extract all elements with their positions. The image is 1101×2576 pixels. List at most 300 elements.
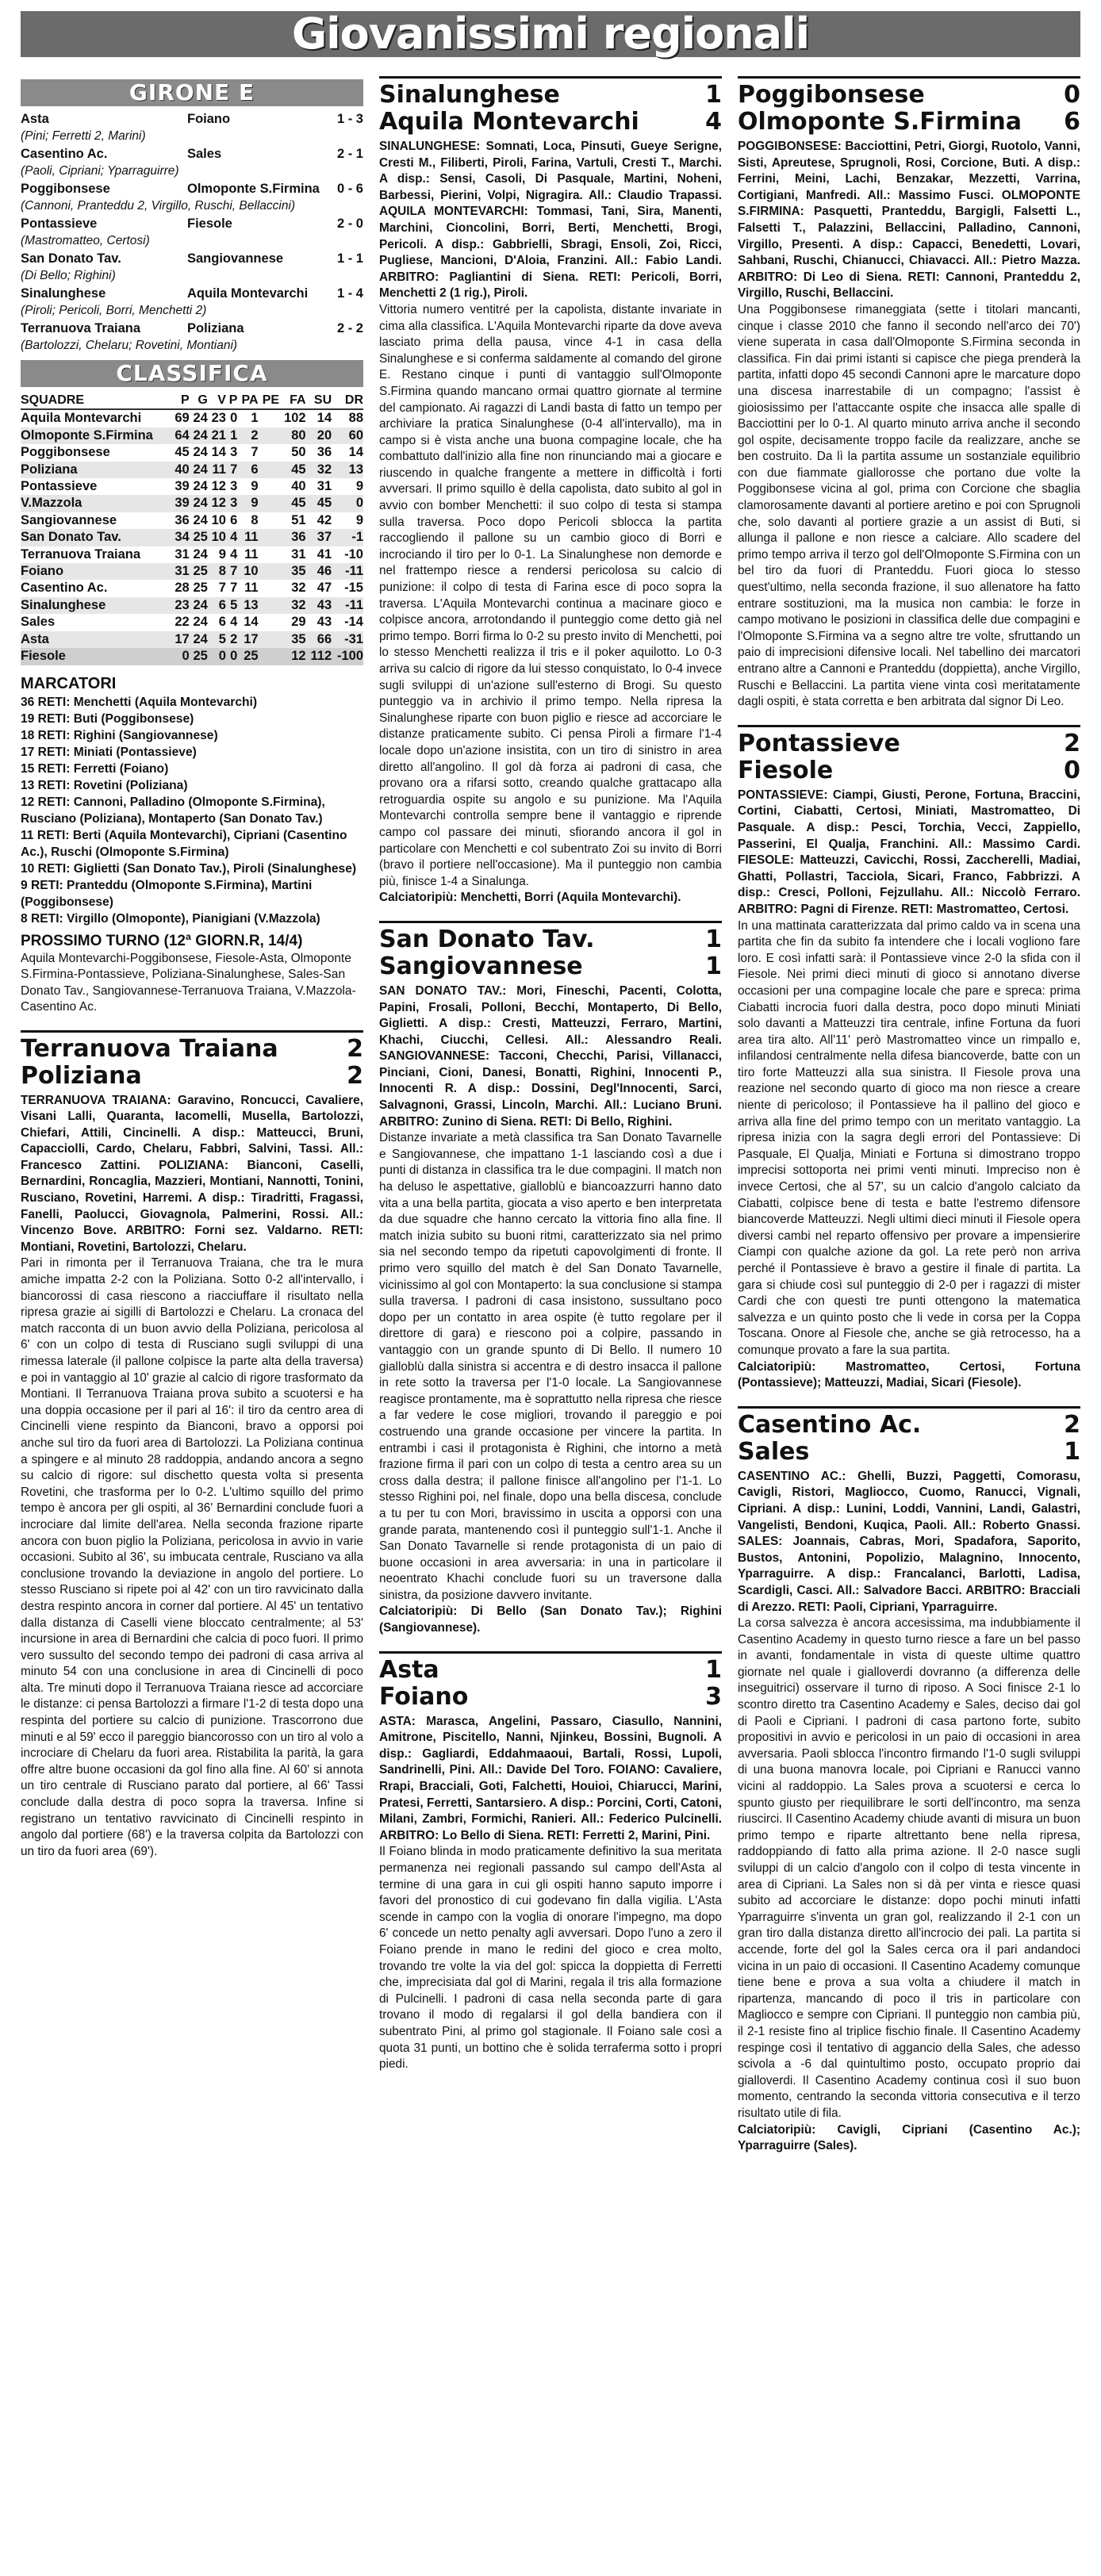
lineups: CASENTINO AC.: Ghelli, Buzzi, Paggetti, Comorasu, Cavigli, Ristori, Magliocco, Cuomo, Ranucci, Vignali, Cipriani. A disp.: Lunini, Loddi, Vannini, Landi, Galastri, Vangelisti, Bendoni, Kuqica, Paoli. All.: Roberto Gnassi. SALES: Joannais, Cabras, Mori, Spadafora, Saporito, Bustos, Antonini, Popolizio, Malagnino, Innocento, Yparraguirre. A disp.: Francalanci, Barlotti, Ladisa, Scardigli, Casci. All.: Salvadore Bacci. ARBITRO: Bracciali di Arezzo. RETI: Paoli, Cipriani, Yparraguirre.	[738, 1469, 1080, 1614]
match-score: 2 - 2	[336, 321, 363, 335]
standings-col-header: P	[171, 392, 190, 409]
standings-cell: 60	[332, 427, 363, 444]
standings-row	[21, 546, 363, 563]
home-line	[21, 1036, 363, 1063]
away-team: Olmoponte S.Firmina	[738, 108, 1022, 136]
standings-row	[21, 614, 363, 631]
standings-cell: 24	[193, 546, 208, 562]
article-header	[379, 921, 722, 980]
home-team: Casentino Ac.	[21, 147, 108, 161]
team-name: Pontassieve	[21, 479, 98, 494]
standings-cell: 17	[171, 631, 190, 648]
standings-cell: 0	[171, 648, 190, 665]
standings-cell: 24	[193, 512, 208, 527]
away-team: Poliziana	[187, 321, 244, 335]
home-score: 1	[705, 81, 722, 109]
standings-cell: 24	[190, 462, 208, 478]
article-text: La corsa salvezza è ancora accesissima, ma indubbiamente il Casentino Academy in questo turno riesce a fare un bel passo in avanti, fondamentale in vista di queste ultime quattro giornate nel quale i gialloverdi dovranno (a differenza delle inseguitrici) osservare il turno di riposo. A Soci finisce 2-1 lo scontro diretto tra Casentino Academy e Sales, deciso dai gol di Paoli e Cipriani. I padroni di casa partono forte, subito propositivi in avvio e pericolosi in un paio di occasioni in area avversaria. Paoli sblocca l'incontro firmando l'1-0 sugli sviluppi di una buona manovra locale, poi Cipriani e Ranucci vanno vicini al raddoppio. La Sales prova a scuotersi e cerca lo spunto giusto per riequilibrare le sorti dell'incontro, ma senza riuscirci. Il Casentino Academy chiude avanti di misura un buon primo tempo e riparte altrettanto bene nella ripresa, raddoppiando di fatto alla prima azione. Il 2-0 nasce sugli sviluppi di un calcio d'angolo con il colpo di testa vincente in area di Cipriani. La Sales non si dà per vinta e riesce quasi subito ad accorciare le distanze: dopo pochi minuti infatti Yparraguirre s'inventa un gran gol, realizzando il 2-1 con un gran tiro dalla distanza diretto all'incrocio dei pali. La partita si accende, forte del gol la Sales cerca ora il pari andandoci vicina in un paio di occasioni. Il Casentino Academy comunque tiene bene e prova a sua volta a chiudere il match in ripartenza, mancando di poco il tris in particolare con Magliocco e sempre con Cipriani. Il punteggio non cambia più, il 2-1 resiste fino al triplice fischio finale. Il Casentino Academy respinge così il tentativo di aggancio della Sales, che adesso scivola a -6 dal quintultimo posto, occupato proprio dai gialloverdi. Il Casentino Academy continua così il suo buon momento, centrando la seconda vittoria consecutiva e il terzo risultato utile di fila.	[738, 1616, 1080, 2120]
match-scorers: (Bartolozzi, Chelaru; Rovetini, Montiani)	[21, 339, 238, 352]
home-team: Poggibonsese	[738, 81, 925, 109]
lineups: ASTA: Marasca, Angelini, Passaro, Ciasullo, Nannini, Amitrone, Piscitello, Nanni, Njinkeu, Bossini, Bugnoli. A disp.: Gagliardi, Eddahmaaoui, Bartali, Rossi, Lupoli, Sandrinelli, Pini. All.: Davide Del Toro. FOIANO: Cavaliere, Rrapi, Bracciali, Goti, Falchetti, Houioi, Chiarucci, Marini, Pratesi, Ferretti, Santarsiero. A disp.: Porcini, Corti, Catoni, Milani, Zambri, Formichi, Ranieri. All.: Federico Pulcinelli. ARBITRO: Lo Bello di Siena. RETI: Ferretti 2, Marini, Pini.	[379, 1714, 722, 1842]
match-score: 2 - 0	[336, 217, 363, 231]
article-body	[379, 139, 722, 907]
standings-cell	[259, 427, 280, 444]
lineups: SAN DONATO TAV.: Mori, Fineschi, Pacenti, Colotta, Papini, Frosali, Polloni, Becchi, Montaperto, Di Bello, Giglietti. A disp.: Cresti, Matteuzzi, Ferraro, Martini, Khachi, Ciucchi, Cellesi. All.: Alessandro Reali. SANGIOVANNESE: Tacconi, Checchi, Parisi, Villanacci, Pinciani, Cioni, Danesi, Bonatti, Righini, Innocenti P., Innocenti R. A disp.: Dossini, Degl'Innocenti, Sarci, Salvagnoni, Grassi, Lincoln, Marchi. All.: Luciano Bruni. ARBITRO: Zunino di Siena. RETI: Di Bello, Righini.	[379, 983, 722, 1129]
article-header	[738, 76, 1080, 136]
home-team: Asta	[21, 112, 49, 126]
team-name: Poliziana	[21, 462, 171, 478]
home-team: San Donato Tav.	[379, 925, 595, 953]
standings-cell: -14	[344, 615, 363, 630]
article-body	[738, 1469, 1080, 2155]
article-text: In una mattinata caratterizzata dal primo caldo va in scena una partita che fin da subito fa intendere che i locali vogliono fare loro. E così infatti sarà: il Pontassieve vince 2-0 la sfida con il Fiesole. Nei primi dieci minuti di gioco si annotano diverse occasioni per una compagine locale che pare e spreca: prima Ciabatti incrocia fuori dalla destra, poco dopo minuti Miniati solo davanti a Matteuzzi tira centrale, infine Fortuna da fuori area tira alto. All'11' però Mastromatteo vince un rimpallo e, infilandosi centralmente nella difesa biancoverde, batte con un tiro forte Matteuzzi alla sua sinistra. Il Fiesole prova una reazione nel secondo quarto di gioco ma non riesce a creare niente di pericoloso; il Pontassieve ha il pallino del gioco e arriva alla fine del primo tempo con un meritato vantaggio. La ripresa inizia con la sagra degli errori del Pontassieve: Di Pasquale, El Qualja, Miniati e Fortuna si dimostrano troppo imprecisi sottoporta nei primi venti minuti. Impreciso non è invece Certosi, che al 57', su un calcio d'angolo calciato da Ciabatti, colpisce bene di testa e batte l'estremo difensore biancoverde Matteuzzi. Negli ultimi dieci minuti il Fiesole opera diversi cambi nel reparto offensivo per provare a impensierire Ciampi con qualche azione da gol. La rete però non arriva perché il Pontassieve è bravo a gestire il finale di partita. La gara si chiude così sul punteggio di 2-0 per i ragazzi di mister Cardi che con questi tre punti ottengono la matematica salvezza e un quinto posto che li vede in corsa per la Coppa Toscana. Onore al Fiesole che, anche se già retrocesso, ha a comunque provato a fare la sua partita.	[738, 918, 1080, 1357]
match-result	[21, 146, 363, 179]
standings-cell: 35	[279, 631, 306, 648]
standings-cell: 3	[230, 479, 238, 494]
standings-cell: 7	[218, 581, 226, 596]
standings-cell: 102	[284, 411, 306, 426]
standings-cell: 23	[211, 411, 226, 426]
standings-cell: 69	[175, 411, 190, 426]
match-row	[21, 146, 363, 163]
standings-cell	[259, 631, 280, 648]
standings-header	[21, 392, 363, 409]
standings-cell: 47	[316, 581, 332, 596]
standings-cell	[259, 546, 280, 563]
standings-cell: 9	[355, 479, 363, 494]
standings-cell: 4	[230, 615, 238, 630]
standings-cell: 9	[355, 512, 363, 527]
scorer-line: 13 RETI: Rovetini (Poliziana)	[21, 778, 188, 792]
scorer-line: 11 RETI: Berti (Aquila Montevarchi), Cipriani (Casentino Ac.), Ruschi (Olmoponte S.Firmina)	[21, 828, 347, 859]
standings-cell: 50	[291, 445, 306, 460]
standings-cell: 0	[226, 648, 237, 665]
home-team: Terranuova Traiana	[21, 1034, 278, 1063]
standings-cell: 14	[211, 445, 226, 460]
match-result	[21, 111, 363, 144]
standings-cell: 35	[279, 563, 306, 580]
match-row	[21, 320, 363, 337]
home-line	[379, 1657, 722, 1684]
standings-cell: 9	[237, 495, 258, 512]
standings-cell: 39	[171, 495, 190, 512]
article-sandonato	[379, 921, 722, 1637]
standings-cell: 45	[279, 495, 306, 512]
standings-cell: 7	[230, 581, 238, 596]
standings-row	[21, 427, 363, 444]
standings-cell: 66	[306, 631, 332, 648]
team-name: Fiesole	[21, 648, 171, 665]
article-text: Il Foiano blinda in modo praticamente definitivo la sua meritata permanenza nei regionali passando sul campo dell'Asta al termine di una gara in cui gli ospiti hanno saputo imporre i favori del pronostico di cui godevano fin dalla vigilia. L'Asta scende in campo con la voglia di onorare l'impegno, ma dopo 6' concede un netto penalty agli avversari. Dopo l'uno a zero il Foiano prende in mano le redini del gioco e crea molto, trovando tre volte la via del gol: spicca la doppietta di Ferretti che, imprecisiata dal gol di Marini, regala il tris alla formazione di Pulcinelli. I padroni di casa nella seconda parte di gara trovano il modo di regalarsi il gol della bandiera con il subentrato Pini, al primo gol stagionale. Il Foiano sale così a quota 31 punti, un bottino che è solida terraferma sotto i propri piedi.	[379, 1845, 722, 2072]
standings-cell: 88	[348, 411, 363, 426]
standings-cell	[259, 648, 280, 665]
standings-cell: 6	[237, 462, 258, 478]
standings-cell: 43	[316, 615, 332, 630]
standings-cell: 31	[316, 479, 332, 494]
girone-band	[21, 79, 363, 106]
standings-cell: 45	[175, 445, 190, 460]
match-row	[21, 111, 363, 128]
standings-cell: 3	[230, 445, 238, 460]
best-players: Calciatoripiù: Mastromatteo, Certosi, Fortuna (Pontassieve); Matteuzzi, Madiai, Sicari (Fiesole).	[738, 1359, 1080, 1390]
standings-cell: 12	[279, 648, 306, 665]
standings-table	[21, 392, 363, 665]
standings-col-header: SU	[306, 392, 332, 409]
standings-cell: -31	[332, 631, 363, 648]
standings-col-header: V	[208, 392, 226, 409]
away-score: 3	[705, 1682, 722, 1711]
standings-cell: 45	[279, 462, 306, 478]
standings-col-header: PE	[259, 392, 280, 409]
standings-cell: 36	[279, 529, 306, 546]
scorer-line: 12 RETI: Cannoni, Palladino (Olmoponte S.Firmina), Rusciano (Poliziana), Montaperto (San Donato Tav.)	[21, 795, 325, 826]
next-round-title: PROSSIMO TURNO (12ª GIORN.R, 14/4)	[21, 932, 303, 949]
standings-cell: -11	[332, 563, 363, 580]
home-team: San Donato Tav.	[21, 251, 121, 266]
away-team: Aquila Montevarchi	[379, 108, 639, 136]
away-line	[379, 109, 722, 136]
away-score: 4	[705, 108, 722, 136]
match-score: 2 - 1	[336, 147, 363, 161]
standings-row	[21, 580, 363, 596]
match-row	[21, 251, 363, 267]
scorer-line: 19 RETI: Buti (Poggibonsese)	[21, 711, 194, 726]
best-players: Calciatoripiù: Menchetti, Borri (Aquila Montevarchi).	[379, 891, 681, 905]
article-body	[379, 1714, 722, 2073]
standings-cell: 25	[190, 648, 208, 665]
classifica-title: CLASSIFICA	[116, 360, 268, 386]
home-team: Terranuova Traiana	[21, 321, 141, 335]
home-line	[738, 82, 1080, 109]
standings-cell: 4	[226, 529, 237, 546]
scorers-list	[21, 694, 363, 927]
article-casentino	[738, 1406, 1080, 2155]
standings-cell: 7	[251, 445, 259, 460]
home-score: 2	[1064, 729, 1080, 757]
standings-col-header: DR	[332, 392, 363, 409]
team-name: Olmoponte S.Firmina	[21, 427, 171, 444]
standings-cell: 11	[244, 546, 259, 562]
standings-cell: 112	[306, 648, 332, 665]
team-name: Casentino Ac.	[21, 581, 108, 596]
match-result	[21, 216, 363, 249]
standings-cell: 9	[251, 479, 259, 494]
away-score: 6	[1064, 108, 1080, 136]
away-team: Sales	[738, 1437, 810, 1466]
away-line	[379, 953, 722, 980]
standings-cell: -100	[332, 648, 363, 665]
standings-cell: 13	[237, 597, 258, 614]
standings-cell: 6	[218, 615, 226, 630]
lineups: SINALUNGHESE: Somnati, Loca, Pinsuti, Gueye Serigne, Cresti M., Filiberti, Piroli, Farina, Vartuli, Cresti T., Marchi. A disp.: Sensi, Casoli, Di Pasquale, Martini, Noheni, Barbessi, Pierini, Volpi, Nigragira. All.: Claudio Trapassi. AQUILA MONTEVARCHI: Tommasi, Tani, Sira, Manenti, Marchini, Cioncolini, Borri, Berti, Menchetti, Brogi, Pericoli. A disp.: Gabbrielli, Sbragi, Ensoli, Zoi, Ricci, Pugliese, Mancioni, D'Aloia, Franzini. All.: Fabio Landi. ARBITRO: Pagliantini di Siena. RETI: Pericoli, Borri, Menchetti 2 (1 rig.), Piroli.	[379, 140, 722, 301]
away-line	[738, 109, 1080, 136]
standings-cell: 25	[190, 529, 208, 546]
standings-cell: 39	[175, 479, 190, 494]
standings-cell: 24	[190, 631, 208, 648]
scorer-line: 10 RETI: Giglietti (San Donato Tav.), Piroli (Sinalunghese)	[21, 861, 357, 876]
article-poggibonsese	[738, 76, 1080, 711]
standings-cell: 7	[226, 462, 237, 478]
standings-cell: 8	[208, 563, 226, 580]
standings-cell: -11	[332, 597, 363, 614]
article-sinalunghese	[379, 76, 722, 907]
girone-results	[21, 111, 363, 354]
standings-cell	[259, 580, 280, 596]
standings-cell: 32	[291, 581, 306, 596]
standings-col-header: G	[190, 392, 208, 409]
team-name: Aquila Montevarchi	[21, 411, 142, 426]
best-players: Calciatoripiù: Cavigli, Cipriani (Casentino Ac.); Yparraguirre (Sales).	[738, 2122, 1080, 2153]
away-line	[379, 1684, 722, 1711]
standings-cell: 25	[193, 581, 208, 596]
standings-cell: 23	[171, 597, 190, 614]
standings-cell: 11	[244, 581, 259, 596]
standings-cell: 24	[193, 445, 208, 460]
standings-cell: 11	[208, 462, 226, 478]
lineups: TERRANUOVA TRAIANA: Garavino, Roncucci, Cavaliere, Visani Lalli, Quaranta, Iacomelli, Musella, Bartolozzi, Chiefari, Attili, Cincinelli. A disp.: Matteucci, Bruni, Capacciolli, Cardo, Chelaru, Fabbri, Salvini, Tassi. All.: Francesco Zattini. POLIZIANA: Bianconi, Caselli, Bernardini, Roncaglia, Mazzieri, Montiani, Nannotti, Tonini, Rusciano, Rovetini, Harremi. A disp.: Tiradritti, Fragassi, Fanelli, Paolucci, Giovagnola, Palmerini, Rossi. All.: Vincenzo Bove. ARBITRO: Forni sez. Valdarno. RETI: Montiani, Rovetini, Bartolozzi, Chelaru.	[21, 1093, 363, 1254]
standings-cell: 5	[226, 597, 237, 614]
standings-cell	[259, 444, 280, 461]
standings-cell: -10	[344, 546, 363, 562]
match-result	[21, 251, 363, 284]
standings-cell: 42	[316, 512, 332, 527]
standings-cell: 24	[193, 479, 208, 494]
standings-cell: 64	[171, 427, 190, 444]
article-header	[738, 1406, 1080, 1466]
home-score: 2	[1064, 1410, 1080, 1439]
standings-cell: 31	[175, 546, 190, 562]
match-scorers: (Di Bello; Righini)	[21, 269, 116, 282]
standings-row	[21, 512, 363, 529]
article-body	[738, 788, 1080, 1392]
away-team: Sales	[187, 147, 222, 161]
away-score: 2	[347, 1061, 363, 1090]
standings-cell: 14	[348, 445, 363, 460]
match-row	[21, 286, 363, 302]
standings-cell: 0	[332, 495, 363, 512]
standings-cell: 3	[226, 495, 237, 512]
column-middle	[379, 76, 722, 2073]
standings-cell	[259, 512, 280, 529]
standings-cell: -15	[344, 581, 363, 596]
scorer-line: 17 RETI: Miniati (Pontassieve)	[21, 745, 197, 759]
standings-cell: 45	[306, 495, 332, 512]
standings-cell: 8	[251, 512, 259, 527]
standings-cell: 17	[237, 631, 258, 648]
standings-row	[21, 648, 363, 665]
standings-cell: 5	[208, 631, 226, 648]
match-score: 0 - 6	[336, 182, 363, 196]
standings-row	[21, 563, 363, 580]
away-team: Fiesole	[187, 217, 232, 231]
away-line	[738, 757, 1080, 784]
standings-row	[21, 444, 363, 461]
standings-row	[21, 409, 363, 427]
standings-cell: 24	[193, 615, 208, 630]
match-row	[21, 216, 363, 232]
standings-row	[21, 597, 363, 614]
column-right	[738, 76, 1080, 2155]
match-result	[21, 320, 363, 354]
standings-col-header: SQUADRE	[21, 392, 171, 409]
standings-cell: 14	[244, 615, 259, 630]
away-line	[738, 1439, 1080, 1466]
standings-cell: 9	[218, 546, 226, 562]
standings-cell: 10	[237, 563, 258, 580]
team-name: Sinalunghese	[21, 597, 171, 614]
next-round-text: Aquila Montevarchi-Poggibonsese, Fiesole-Asta, Olmoponte S.Firmina-Pontassieve, Poliziana-Sinalunghese, Sales-San Donato Tav., Sangiovannese-Terranuova Traiana, V.Mazzola-Casentino Ac.	[21, 951, 356, 1014]
standings-cell: 2	[237, 427, 258, 444]
standings-cell: 46	[306, 563, 332, 580]
standings-cell: 20	[306, 427, 332, 444]
home-team: Sinalunghese	[21, 286, 106, 301]
standings-cell	[259, 478, 280, 495]
standings-cell: 25	[237, 648, 258, 665]
away-team: Aquila Montevarchi	[187, 286, 309, 301]
standings-row	[21, 529, 363, 546]
scorer-line: 9 RETI: Pranteddu (Olmoponte S.Firmina), Martini (Poggibonsese)	[21, 878, 313, 909]
standings-cell: 24	[190, 427, 208, 444]
home-score: 0	[1064, 81, 1080, 109]
home-score: 1	[705, 1655, 722, 1684]
standings-cell: 1	[251, 411, 259, 426]
standings-cell: 12	[211, 479, 226, 494]
away-line	[21, 1063, 363, 1090]
standings-row	[21, 631, 363, 648]
away-team: Fiesole	[738, 756, 834, 784]
standings-cell: 51	[291, 512, 306, 527]
standings-cell	[259, 462, 280, 478]
article-terranuova	[21, 1030, 363, 1861]
home-score: 2	[347, 1034, 363, 1063]
standings-cell	[259, 597, 280, 614]
standings-cell: 0	[208, 648, 226, 665]
article-asta	[379, 1651, 722, 2073]
standings-cell: 43	[306, 597, 332, 614]
article-text: Pari in rimonta per il Terranuova Traiana, che tra le mura amiche impatta 2-2 con la Poliziana. Sotto 0-2 all'intervallo, i biancorossi di casa riescono a riacciuffare il risultato nella ripresa grazie ai sigilli di Bartolozzi e Chelaru. La cronaca del match racconta di un buon avvio della Poliziana, pericolosa al 6' con un colpo di testa di Rusciano sugli sviluppi di una rimessa laterale (il pallone colpisce la parte alta della traversa) e poi in vantaggio al 10' grazie al calcio di rigore trasformato da Montiani. Il Terranuova Traiana prova subito a scuotersi e ha una doppia occasione per il pari al 16': il tiro da centro area di Cincinelli viene respinto da Bianconi, bravo a opporsi poi anche sul tiro da fuori area di Bartolozzi. La Poliziana continua a spingere e al minuto 28 raddoppia, andando ancora a segno su calcio di rigore: sul dischetto questa volta si presenta Rovetini, che trasforma per lo 0-2. L'ultimo squillo del primo tempo è ancora per gli ospiti, al 36' Bernardini conclude fuori a incrociare dal limite dell'area. Nella seconda frazione riparte ancora con buon piglio la Poliziana, pericolosa in avvio in varie occasioni. Subito al 36', su imbucata centrale, Rusciano va alla conclusione trovando la deviazione in angolo del portiere. Lo stesso Rusciano si ripete poi al 42' con un tiro ravvicinato dalla destra respinto ancora in corner dal portiere. Al 45' un tentativo dalla distanza di Caselli viene bloccato centralmente; al 53' incursione in area di Bernardini che calcia di poco fuori. Il primo vero sussulto del secondo tempo dei padroni di casa arriva al minuto 54 con una conclusione in area di Cincinelli di poco alta. Tre minuti dopo il Terranuova Traiana riesce ad accorciare le distanze: ci pensa Bartolozzi a firmare l'1-2 di testa dopo una respinta del portiere su calcio di punizione. Trascorrono due minuti e al 59' ecco il pareggio biancorosso con un tiro al volo a incrociare di Chelaru da fuori area. Ristabilita la parità, la gara offre altre buone occasioni da gol fino alla fine. Al 60' si annota un tiro centrale di Rusciano parato dal portiere, al 66' Tassi conclude dalla destra di poco sopra la traversa. Infine si registrano un tentativo ravvicinato di Cincinelli respinto in angolo dal portiere (68') e la traversa colpita da Bartolozzi con un tiro da fuori area (69').	[21, 1256, 364, 1858]
standings-cell: 11	[237, 529, 258, 546]
standings-cell: 21	[208, 427, 226, 444]
lineups: PONTASSIEVE: Ciampi, Giusti, Perone, Fortuna, Braccini, Cortini, Ciabatti, Certosi, Miniati, Mastromatteo, Di Pasquale. A disp.: Pesci, Torchia, Vecci, Zappiello, Passerini, El Qualja, Franchini. All.: Massimo Cardi. FIESOLE: Matteuzzi, Cavicchi, Rossi, Zaccherelli, Madiai, Ghatti, Pollastri, Tacciola, Sicari, Franco, Fabbrizzi. A disp.: Cresci, Polloni, Fejzullahu. All.: Niccolò Ferraro. ARBITRO: Pagni di Firenze. RETI: Mastromatteo, Certosi.	[738, 788, 1080, 916]
article-text: Distanze invariate a metà classifica tra San Donato Tavarnelle e Sangiovannese, che impattano 1-1 lasciando così a due i punti di distanza in classifica tra le due compagini. Il match non ha deluso le aspettative, gialloblù e biancoazzurri hanno dato vita a una bella partita, giocata a viso aperto e ben interpretata da due squadre che hanno cercato la vittoria fino alla fine. Il match inizia subito su buoni ritmi, caratterizzato sia nel primo sia nel secondo tempo da ripetuti capovolgimenti di fronte. Il primo vero squillo del match è del San Donato Tavarnelle, vicinissimo al gol con Montaperto: la sua conclusione si stampa sulla traversa. I padroni di casa insistono, sussultano poco dopo per un contatto in area ospite (è tutto regolare per il direttore di gara) e riescono poi a colpire, passando in vantaggio con un grande spunto di Di Bello. Il numero 10 gialloblù dalla sinistra si accentra e di destro insacca il pallone in rete sotto la traversa per l'1-0 locale. La Sangiovannese reagisce prontamente, ma è soprattutto nella ripresa che riesce a far vedere le cose migliori, trovando il pareggio e poi costruendo una grande occasione per vincere la partita. In entrambi i casi il protagonista è Righini, che intorno a metà frazione firma il pari con un colpo di testa a centro area su un cross dalla destra; il pallone finisce all'angolino per l'1-1. Lo stesso Righini poi, nel finale, dopo una bella discesa, conclude a tu per tu con Mori, bravissimo in uscita a opporsi con una grande parata, mantenendo così il punteggio sull'1-1. Anche il San Donato Tavarnelle si rende protagonista di un paio di buone occasioni in area avversaria: in una in particolare il neoentrato Khachi conclude fuori su un traversone dalla sinistra, da posizione davvero invitante.	[379, 1131, 723, 1602]
standings-cell: 24	[190, 495, 208, 512]
away-score: 1	[1064, 1437, 1080, 1466]
standings-cell	[259, 495, 280, 512]
standings-cell: 36	[175, 512, 190, 527]
standings-cell	[259, 409, 280, 427]
standings-cell: 32	[306, 462, 332, 478]
standings-cell: 6	[230, 512, 238, 527]
article-header	[379, 76, 722, 136]
column-left	[21, 79, 363, 1860]
standings-cell: 25	[190, 563, 208, 580]
standings-cell: 7	[226, 563, 237, 580]
standings-cell: 34	[171, 529, 190, 546]
away-team: Olmoponte S.Firmina	[187, 182, 320, 196]
match-scorers: (Cannoni, Pranteddu 2, Virgillo, Ruschi, Bellaccini)	[21, 199, 296, 213]
standings-cell: 1	[226, 427, 237, 444]
match-scorers: (Pini; Ferretti 2, Marini)	[21, 129, 146, 143]
standings-row	[21, 462, 363, 478]
match-scorers: (Mastromatteo, Certosi)	[21, 234, 150, 247]
away-team: Foiano	[379, 1682, 469, 1711]
standings-cell: 41	[316, 546, 332, 562]
standings-cell: 10	[211, 512, 226, 527]
girone-title: GIRONE E	[129, 79, 255, 105]
scorer-line: 36 RETI: Menchetti (Aquila Montevarchi)	[21, 695, 258, 709]
article-body	[21, 1093, 363, 1861]
standings-cell: 31	[291, 546, 306, 562]
away-team: Poliziana	[21, 1061, 142, 1090]
standings-cell: 2	[226, 631, 237, 648]
standings-cell: 4	[230, 546, 238, 562]
standings-cell: 10	[208, 529, 226, 546]
match-score: 1 - 1	[336, 251, 363, 266]
standings-cell: 24	[190, 597, 208, 614]
standings-cell	[259, 614, 280, 631]
marcatori-title: MARCATORI	[21, 674, 117, 692]
lineups: POGGIBONSESE: Bacciottini, Petri, Giorgi, Ruotolo, Vanni, Sisti, Apreutese, Sprugnoli, Rosi, Corcione, Buti. A disp.: Ferrini, Meini, Lachi, Benzakar, Mezzetti, Varrina, Cortigiani, Manfredi. All.: Massimo Fusci. OLMOPONTE S.FIRMINA: Pasquetti, Pranteddu, Bargigli, Falsetti L., Falsetti T., Palazzini, Bellaccini, Palladino, Cannoni, Virgillo, Presenti. A disp.: Capacci, Benedetti, Lovari, Sahbani, Ruschi, Chianucci, Chiavacci. All.: Pietro Mazza. ARBITRO: Di Leo di Siena. RETI: Cannoni, Pranteddu 2, Virgillo, Ruschi, Bellaccini.	[738, 140, 1080, 301]
match-score: 1 - 4	[336, 286, 363, 301]
standings-col-header: P	[226, 392, 237, 409]
standings-col-header: FA	[279, 392, 306, 409]
home-team: Poggibonsese	[21, 182, 110, 196]
standings-cell: 28	[175, 581, 190, 596]
team-name: San Donato Tav.	[21, 529, 171, 546]
match-scorers: (Paoli, Cipriani; Yparraguirre)	[21, 164, 179, 178]
away-score: 0	[1064, 756, 1080, 784]
article-pontassieve	[738, 725, 1080, 1392]
home-line	[738, 1412, 1080, 1439]
standings-cell: 24	[193, 411, 208, 426]
standings-row	[21, 495, 363, 512]
article-text: Vittoria numero ventitré per la capolista, distante invariate in cima alla classifica. L'Aquila Montevarchi riparte da dove aveva lasciato prima della pausa, vince 4-1 in casa della Sinalunghese e si conferma saldamente al comando del girone E. Restano cinque i punti di vantaggio sull'Olmoponte S.Firmina quando mancano ormai quattro giornate al termine del campionato. Ai ragazzi di Landi basta di fatto un tempo per archiviare la pratica Sinalunghese (0-4 all'intervallo), ma in campo si è vista anche una buona compagine locale, che ha combattuto dall'inizio alla fine non rinunciando mai a giocare e riuscendo in qualche frangente a mettere in difficoltà i forti avversari. Il primo squillo è della capolista, dato subito al gol in avvio con bomber Menchetti: il suo colpo di testa si stampa sulla traversa. Poco dopo Pericoli sblocca la partita raccogliendo il pallone su un cambio gioco di Borri e incrociando il tiro per lo 0-1. La Sinalunghese non demorde e nel frattempo riesce a rendersi pericolosa su calcio di punizione: il colpo di testa di Farina esce di poco sopra la traversa. L'Aquila Montevarchi continua a macinare gioco e colpisce ancora, arrotondando il punteggio come detto già nel primo tempo. Borri firma lo 0-2 su presto invito di Menchetti, poi lo stesso Menchetti realizza il tris e il poker aquilotto. Lo 0-3 arriva su calcio di rigore da lui stesso conquistato, lo 0-4 invece sugli sviluppi di un'azione sull'esterno di Brogi. Su questo punteggio va in archivio il primo tempo. Nella ripresa la Sinalunghese riparte con buon piglio e riesce ad accorciare le distanze praticamente subito. Ci pensa Piroli a firmare l'1-4 locale dopo un'azione insistita, con un tiro di sinistro in area diretto all'angolino. Il gol dà forza ai padroni di casa, che provano ora a rifarsi sotto, creando qualche grattacapo alla retroguardia ospite su angolo e su punizione. Ma l'Aquila Montevarchi controlla sempre bene il vantaggio e riprende campo col passare dei minuti, sfiorando ancora il gol in particolare con Menchetti e col subentrato Zoi su invito di Borri (bravo il portiere nell'occasione). Ma il punteggio non cambia più, finisce 1-4 a Sinalunga.	[379, 302, 722, 888]
scorer-line: 15 RETI: Ferretti (Foiano)	[21, 761, 169, 776]
home-team: Casentino Ac.	[738, 1410, 922, 1439]
article-body	[738, 139, 1080, 711]
away-team: Sangiovannese	[379, 952, 583, 980]
standings-cell	[259, 529, 280, 546]
standings-cell: 40	[171, 462, 190, 478]
home-team: Pontassieve	[21, 217, 98, 231]
standings-col-header: PA	[237, 392, 258, 409]
standings-cell	[259, 563, 280, 580]
standings-cell: 32	[279, 597, 306, 614]
article-header	[379, 1651, 722, 1711]
article-text: Una Poggibonsese rimaneggiata (sette i titolari mancanti, cinque i classe 2010 che fanno il secondo nell'arco dei 70') viene superata in casa dall'Olmoponte S.Firmina seconda in classifica. Fin dai primi istanti si capisce che piega prenderà la partita, infatti dopo 45 secondi Cannoni apre le marcature dopo una discesa inarrestabile di un compagno; l'assist è gioiosissimo per l'attaccante ospite che insacca alle spalle di Bacciottini per lo 0-1. Al quarto minuto arriva anche il secondo gol ospite, decisamente troppo facile da realizzare, anche se ben costruito. Da lì la partita assume un sostanziale equilibrio con due fiammate giallorosse che portano due volte la Poggibonsese vicina al gol, prima con Corcione che sbaglia clamorosamente davanti al portiere aretino e poi con Sprugnoli che, solo davanti al portiere grazie a un assist di Buti, si allunga il pallone e non riesce a calciare. Allo scadere del primo tempo arriva il terzo gol dell'Olmoponte S.Firmina con un bel tiro da fuori di Pranteddu. Fuori gioca lo stesso quest'ultimo, nella seconda frazione, il suo allenatore ha fatto entrare sostituzioni, ma la musica non cambia: le forze in campo motivano le posizioni in classifica delle due compagini e l'Olmoponte S.Firmina va a segno altre tre volte, sfruttando un paio di imprecisioni difensive locali. Nel tabellino dei marcatori entrano altre a Cannoni e Pranteddu (doppietta), anche Virgillo, Ruschi e Bellaccini. La partita viene vinta così meritatamente dagli ospiti, è stata corretta e ben arbitrata dal signor Di Leo.	[738, 302, 1080, 709]
team-name: Terranuova Traiana	[21, 546, 141, 562]
home-line	[379, 82, 722, 109]
team-name: Sales	[21, 615, 56, 630]
match-result	[21, 181, 363, 214]
match-row	[21, 181, 363, 197]
scorer-line: 18 RETI: Righini (Sangiovannese)	[21, 728, 218, 742]
home-score: 1	[705, 925, 722, 953]
masthead	[21, 11, 1080, 57]
standings-cell: 29	[291, 615, 306, 630]
away-team: Sangiovannese	[187, 251, 284, 266]
home-team: Asta	[379, 1655, 439, 1684]
away-team: Foiano	[187, 112, 231, 126]
home-team: Pontassieve	[738, 729, 900, 757]
standings-row	[21, 478, 363, 495]
page-title: Giovanissimi regionali	[291, 9, 810, 59]
standings-cell: 40	[291, 479, 306, 494]
best-players: Calciatoripiù: Di Bello (San Donato Tav.); Righini (Sangiovannese).	[379, 1604, 722, 1635]
standings-cell: 13	[332, 462, 363, 478]
standings-cell: 22	[175, 615, 190, 630]
standings-cell: 14	[316, 411, 332, 426]
